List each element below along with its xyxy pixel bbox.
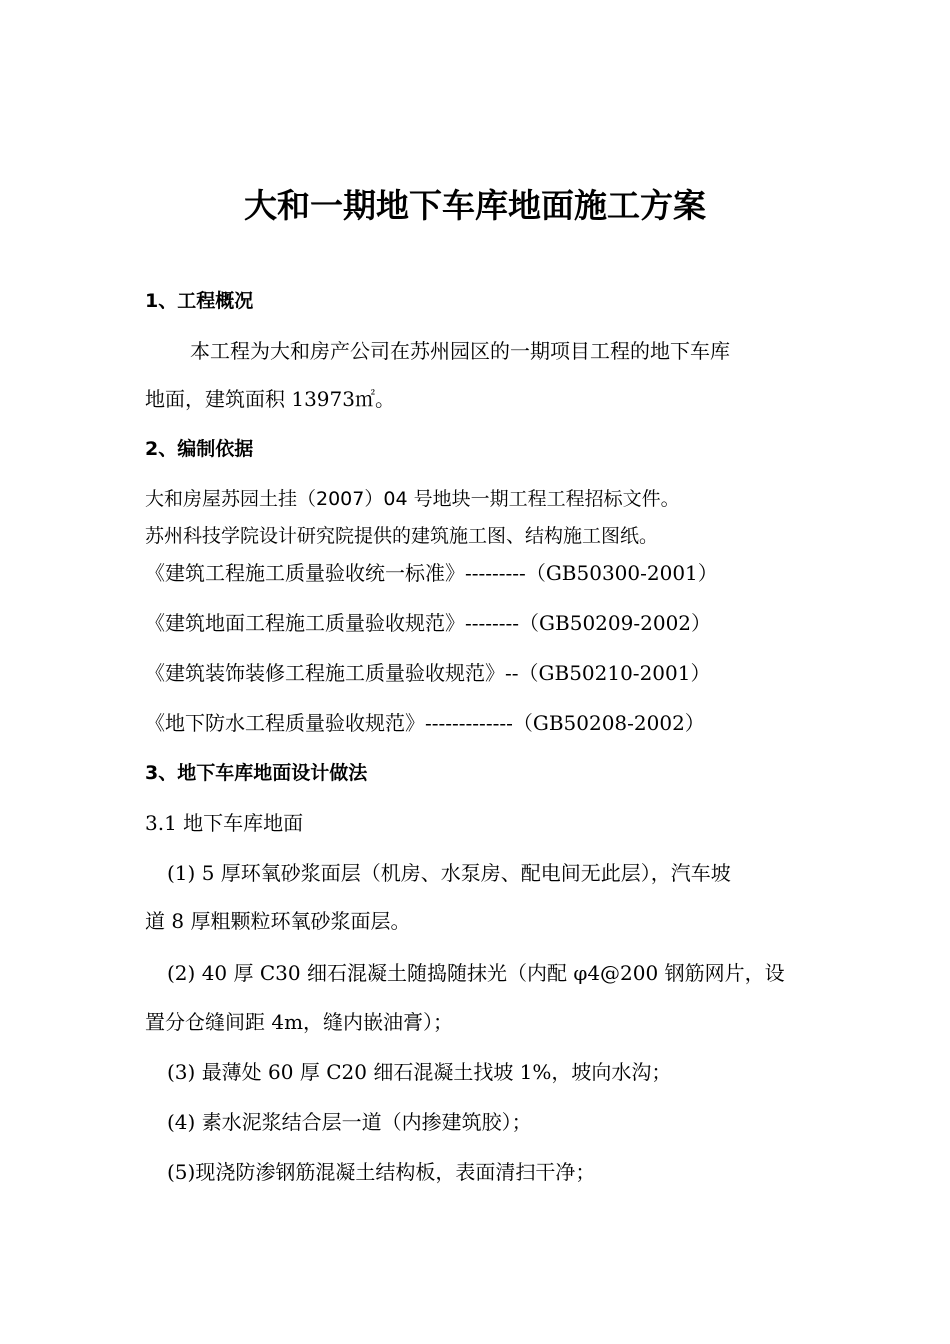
section-3-heading: 3、地下车库地面设计做法 bbox=[145, 762, 368, 784]
layer-item-1-line-2: 道 8 厚粗颗粒环氧砂浆面层。 bbox=[145, 909, 411, 933]
reference-item: 苏州科技学院设计研究院提供的建筑施工图、结构施工图纸。 bbox=[145, 525, 659, 547]
section-2-heading: 2、编制依据 bbox=[145, 438, 254, 460]
reference-item: 《地下防水工程质量验收规范》-------------（GB50208-2002） bbox=[145, 711, 705, 735]
layer-item-5: (5)现浇防渗钢筋混凝土结构板，表面清扫干净； bbox=[167, 1160, 596, 1184]
layer-item-2-line-1: (2) 40 厚 C30 细石混凝土随捣随抹光（内配 φ4@200 钢筋网片，设 bbox=[167, 961, 785, 985]
layer-item-2-line-2: 置分仓缝间距 4m，缝内嵌油膏）； bbox=[145, 1010, 454, 1034]
reference-item: 大和房屋苏园土挂（2007）04 号地块一期工程工程招标文件。 bbox=[145, 488, 680, 510]
layer-item-1-line-1: (1) 5 厚环氧砂浆面层（机房、水泵房、配电间无此层），汽车坡 bbox=[167, 861, 731, 885]
layer-item-3: (3) 最薄处 60 厚 C20 细石混凝土找坡 1%，坡向水沟； bbox=[167, 1060, 672, 1084]
document-title: 大和一期地下车库地面施工方案 bbox=[244, 186, 706, 225]
section-1-paragraph-line-1: 本工程为大和房产公司在苏州园区的一期项目工程的地下车库 bbox=[190, 339, 730, 363]
section-3-1-heading: 3.1 地下车库地面 bbox=[145, 811, 304, 835]
reference-item: 《建筑地面工程施工质量验收规范》--------（GB50209-2002） bbox=[145, 611, 712, 635]
section-1-heading: 1、工程概况 bbox=[145, 290, 254, 312]
section-1-paragraph-line-2: 地面，建筑面积 13973㎡。 bbox=[145, 387, 395, 411]
reference-item: 《建筑工程施工质量验收统一标准》---------（GB50300-2001） bbox=[145, 561, 718, 585]
reference-item: 《建筑装饰装修工程施工质量验收规范》--（GB50210-2001） bbox=[145, 661, 711, 685]
layer-item-4: (4) 素水泥浆结合层一道（内掺建筑胶）； bbox=[167, 1110, 532, 1134]
